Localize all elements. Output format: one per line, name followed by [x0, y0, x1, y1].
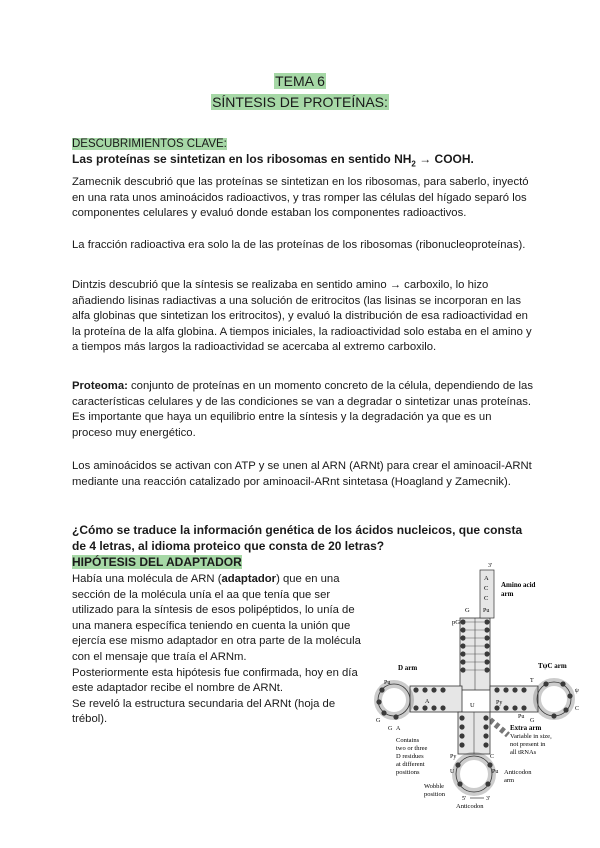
extra-arm-label-3: not present in [510, 741, 546, 748]
title-subject-text: SÍNTESIS DE PROTEÍNAS: [212, 94, 388, 110]
base-pu-d: Pu [384, 680, 391, 686]
base-g-t: G [530, 718, 535, 724]
base-c2: C [484, 595, 489, 602]
base-py-anticodon: Py [450, 754, 457, 760]
adapter-text-before: Había una molécula de ARN ( [72, 573, 222, 585]
statement-suffix: → COOH. [415, 152, 474, 166]
base-py-left: Py [496, 700, 503, 706]
contains-label-1: Contains [396, 737, 420, 744]
discoveries-statement [72, 152, 474, 171]
d-arm-label: D arm [398, 664, 418, 672]
anticodon-label: Anticodon [456, 803, 484, 810]
question-line-1: ¿Cómo se traduce la información genética de los ácidos nucleicos, que consta [72, 523, 523, 537]
base-c1: C [484, 585, 489, 592]
dintzis-paragraph: Dintzis descubrió que la síntesis se realizaba en sentido amino → carboxilo, lo hizo añadiendo lisinas radiactivas a una solución de eritrocitos (las lisinas se incorporan en las alfa globinas que sintetizan los eritrocitos), y evaluó la distribución de esa radioactividad en la proteína de la alfa globina. A tiempos iniciales, la radioactividad solo estaba en el amino y a tiempos más largos la radioactividad se acercaba al extremo carboxilo. [72, 279, 532, 353]
contains-label-3: D residues [396, 753, 424, 760]
base-pu-acceptor: Pu [483, 608, 490, 614]
statement-subscript: 2 [411, 159, 416, 169]
three-prime-top-label: 3' [488, 563, 493, 569]
acceptor-stem [460, 570, 494, 690]
base-c-t: C [575, 706, 580, 712]
contains-label-5: positions [396, 769, 420, 776]
contains-label-2: two or three [396, 745, 428, 752]
amino-acid-arm-label-2: arm [501, 590, 514, 598]
zamecnik-paragraph: Zamecnik descubrió que las proteínas se sintetizan en los ribosomas, para saberlo, inyectó en una rata unos aminoácidos radioactivos, y tras romper las células del hígado separó los componentes celulares y evaluó donde estaban los componentes radioactivos. [72, 176, 529, 219]
question-line-2: de 4 letras, al idioma proteico que consta de 20 letras? [72, 539, 385, 553]
trna-cloverleaf-figure [370, 560, 590, 810]
activation-paragraph: Los aminoácidos se activan con ATP y se unen al ARN (ARNt) para crear el aminoacil-ARNt mediante una reacción catalizado por aminoacil-ARnt sintetasa (Hoagland y Zamecnik). [72, 460, 532, 488]
anticodon-arm-label-2: arm [504, 777, 515, 784]
anticodon-arm [455, 712, 495, 792]
anticodon-arm-label: Anticodon [504, 769, 532, 776]
proteoma-definition: conjunto de proteínas en un momento concreto de la célula, dependiendo de las características celulares y de las condiciones se van a degradar o sintetizar unas proteínas. Es importante que haya un equilibrio entre la síntesis y la degradación ya que es un proceso muy energético. [72, 380, 533, 439]
adapter-structure: Se reveló la estructura secundaria del ARNt (hoja de trébol). [72, 697, 336, 726]
tpsic-arm-label: TψC arm [538, 662, 567, 670]
discoveries-heading [72, 137, 227, 151]
base-u-d: U [470, 702, 475, 709]
base-pu-anticodon: Pu [492, 769, 499, 775]
adapter-paragraph [72, 572, 372, 728]
adapter-confirmed: Posteriormente esta hipótesis fue confirmada, hoy en día este adaptador recibe el nombre de ARNt. [72, 666, 358, 695]
title-tema-text: TEMA 6 [275, 73, 325, 89]
extra-arm-label: Extra arm [510, 724, 542, 732]
base-g-d: G [376, 718, 381, 724]
base-c-anticodon: C [490, 754, 495, 760]
title-tema [0, 73, 600, 89]
tpsic-arm [490, 681, 573, 718]
base-pg: pG [452, 619, 460, 626]
statement-prefix: Las proteínas se sintetizan en los ribosomas en sentido NH [72, 152, 412, 166]
base-a-d: A [425, 699, 430, 705]
amino-acid-arm-label: Amino acid [501, 581, 536, 589]
proteoma-paragraph [72, 379, 534, 441]
extra-arm-path [490, 720, 508, 735]
wobble-label: Wobble [424, 783, 445, 790]
discoveries-heading-text: DESCUBRIMIENTOS CLAVE: [72, 138, 227, 150]
title-subject [0, 94, 600, 110]
adapter-heading-text: HIPÓTESIS DEL ADAPTADOR [72, 555, 242, 569]
base-pu-right: Pu [518, 714, 525, 720]
base-psi: ψ [575, 688, 579, 694]
base-a: A [484, 575, 489, 582]
extra-arm-label-4: all tRNAs [510, 749, 537, 756]
fraction-paragraph: La fracción radioactiva era solo la de las proteínas de los ribosomas (ribonucleoproteínas). [72, 239, 526, 251]
three-prime-bottom-label: 3' [486, 796, 491, 802]
base-t: T [530, 678, 534, 684]
base-u-anticodon: U [450, 769, 455, 775]
base-a2-d: A [396, 726, 401, 732]
adapter-heading [72, 555, 242, 570]
extra-arm-label-2: Variable in size, [510, 733, 552, 740]
wobble-label-2: position [424, 791, 445, 798]
adapter-text-bold: adaptador [221, 573, 277, 585]
d-arm [376, 684, 462, 720]
contains-label-4: at different [396, 761, 425, 768]
base-g-acceptor: G [465, 607, 470, 614]
five-prime-label: 5' [462, 796, 467, 802]
proteoma-term: Proteoma: [72, 380, 128, 392]
adapter-text-after: ) que en una sección de la molécula unía el aa que tenía que ser utilizado para la síntesis de esos polipéptidos, lo unía de una manera específica teniendo en cuenta la unión que ejercía ese mismo adaptador en otra parte de la molécula con el mensaje que traía el ARNm. [72, 573, 361, 663]
base-gg-d: G [388, 726, 393, 732]
